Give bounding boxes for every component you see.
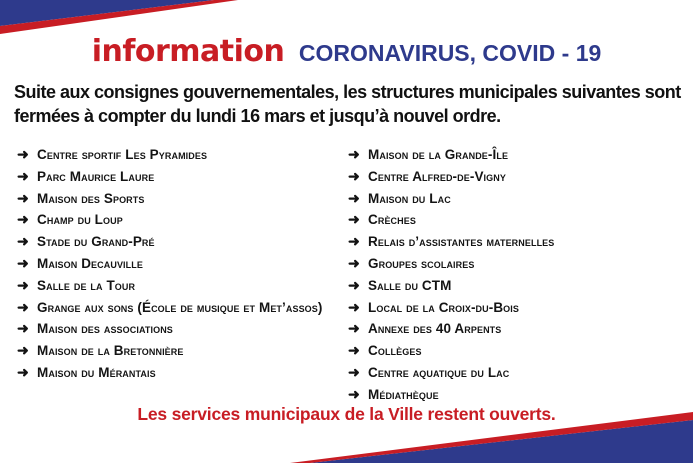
list-item-label: Centre aquatique du Lac	[368, 364, 510, 380]
arrow-right-icon: ➜	[17, 167, 29, 184]
arrow-right-icon: ➜	[17, 211, 29, 228]
list-item	[17, 166, 337, 188]
list-item	[348, 253, 678, 275]
list-item-label: Centre Alfred-de-Vigny	[368, 168, 506, 184]
list-item-label: Maison de la Bretonnière	[37, 343, 184, 359]
list-item-label: Maison du Lac	[368, 190, 451, 206]
page-subtitle: CORONAVIRUS, COVID - 19	[298, 40, 602, 66]
arrow-right-icon: ➜	[17, 189, 29, 206]
arrow-right-icon: ➜	[348, 233, 360, 250]
list-item	[17, 253, 337, 275]
arrow-right-icon: ➜	[17, 363, 29, 380]
list-item-label: Maison du Mérantais	[37, 364, 156, 380]
arrow-right-icon: ➜	[348, 211, 360, 228]
list-item	[17, 209, 337, 231]
list-item	[17, 188, 337, 210]
arrow-right-icon: ➜	[348, 298, 360, 315]
list-item	[348, 231, 678, 253]
list-item	[17, 318, 337, 340]
arrow-right-icon: ➜	[348, 146, 360, 162]
list-item	[17, 275, 337, 297]
list-item	[348, 362, 678, 384]
list-item-label: Local de la Croix-du-Bois	[368, 299, 519, 315]
list-item	[17, 231, 337, 253]
list-item-label: Grange aux sons (École de musique et Met’assos)	[37, 299, 323, 315]
page-title: information	[91, 34, 285, 69]
arrow-right-icon: ➜	[17, 233, 29, 250]
arrow-right-icon: ➜	[17, 298, 29, 315]
intro-text: Suite aux consignes gouvernementales, les structures municipales suivantes sont fermées à compter du lundi 16 mars et jusqu’à nouvel ordre.	[14, 82, 681, 126]
list-item	[348, 297, 678, 319]
header	[0, 34, 693, 69]
list-item	[17, 340, 337, 362]
arrow-right-icon: ➜	[17, 276, 29, 293]
list-item-label: Crèches	[368, 212, 416, 228]
arrow-right-icon: ➜	[348, 189, 360, 206]
arrow-right-icon: ➜	[17, 342, 29, 359]
list-item-label: Relais d’assistantes maternelles	[368, 234, 555, 250]
closed-facilities-list-left	[17, 144, 337, 384]
list-item	[348, 318, 678, 340]
list-item	[17, 362, 337, 384]
list-item-label: Médiathèque	[368, 386, 439, 402]
list-item-label: Champ du Loup	[37, 212, 123, 228]
arrow-right-icon: ➜	[17, 254, 29, 271]
arrow-right-icon: ➜	[348, 385, 360, 402]
list-item-label: Parc Maurice Laure	[37, 168, 155, 184]
arrow-right-icon: ➜	[17, 146, 29, 162]
list-item	[348, 209, 678, 231]
list-item	[17, 144, 337, 166]
arrow-right-icon: ➜	[348, 276, 360, 293]
list-item-label: Maison de la Grande-Île	[368, 147, 509, 162]
list-item	[348, 340, 678, 362]
closed-facilities-list-right	[348, 144, 678, 406]
arrow-right-icon: ➜	[348, 342, 360, 359]
list-item	[348, 275, 678, 297]
arrow-right-icon: ➜	[348, 363, 360, 380]
list-item	[348, 144, 678, 166]
arrow-right-icon: ➜	[348, 320, 360, 337]
footer-notice: Les services municipaux de la Ville restent ouverts.	[137, 404, 556, 424]
list-item-label: Maison Decauville	[37, 255, 143, 271]
list-item	[348, 166, 678, 188]
list-item	[348, 188, 678, 210]
list-item-label: Groupes scolaires	[368, 255, 475, 271]
list-item	[348, 384, 678, 406]
list-item-label: Salle du CTM	[368, 277, 452, 293]
list-item-label: Annexe des 40 Arpents	[368, 321, 502, 337]
list-item-label: Centre sportif Les Pyramides	[37, 147, 208, 162]
list-item-label: Collèges	[368, 343, 422, 359]
list-item	[17, 297, 337, 319]
arrow-right-icon: ➜	[17, 320, 29, 337]
list-item-label: Maison des associations	[37, 321, 173, 337]
list-item-label: Stade du Grand-Pré	[37, 234, 155, 250]
arrow-right-icon: ➜	[348, 254, 360, 271]
arrow-right-icon: ➜	[348, 167, 360, 184]
list-item-label: Maison des Sports	[37, 190, 145, 206]
list-item-label: Salle de la Tour	[37, 277, 136, 293]
